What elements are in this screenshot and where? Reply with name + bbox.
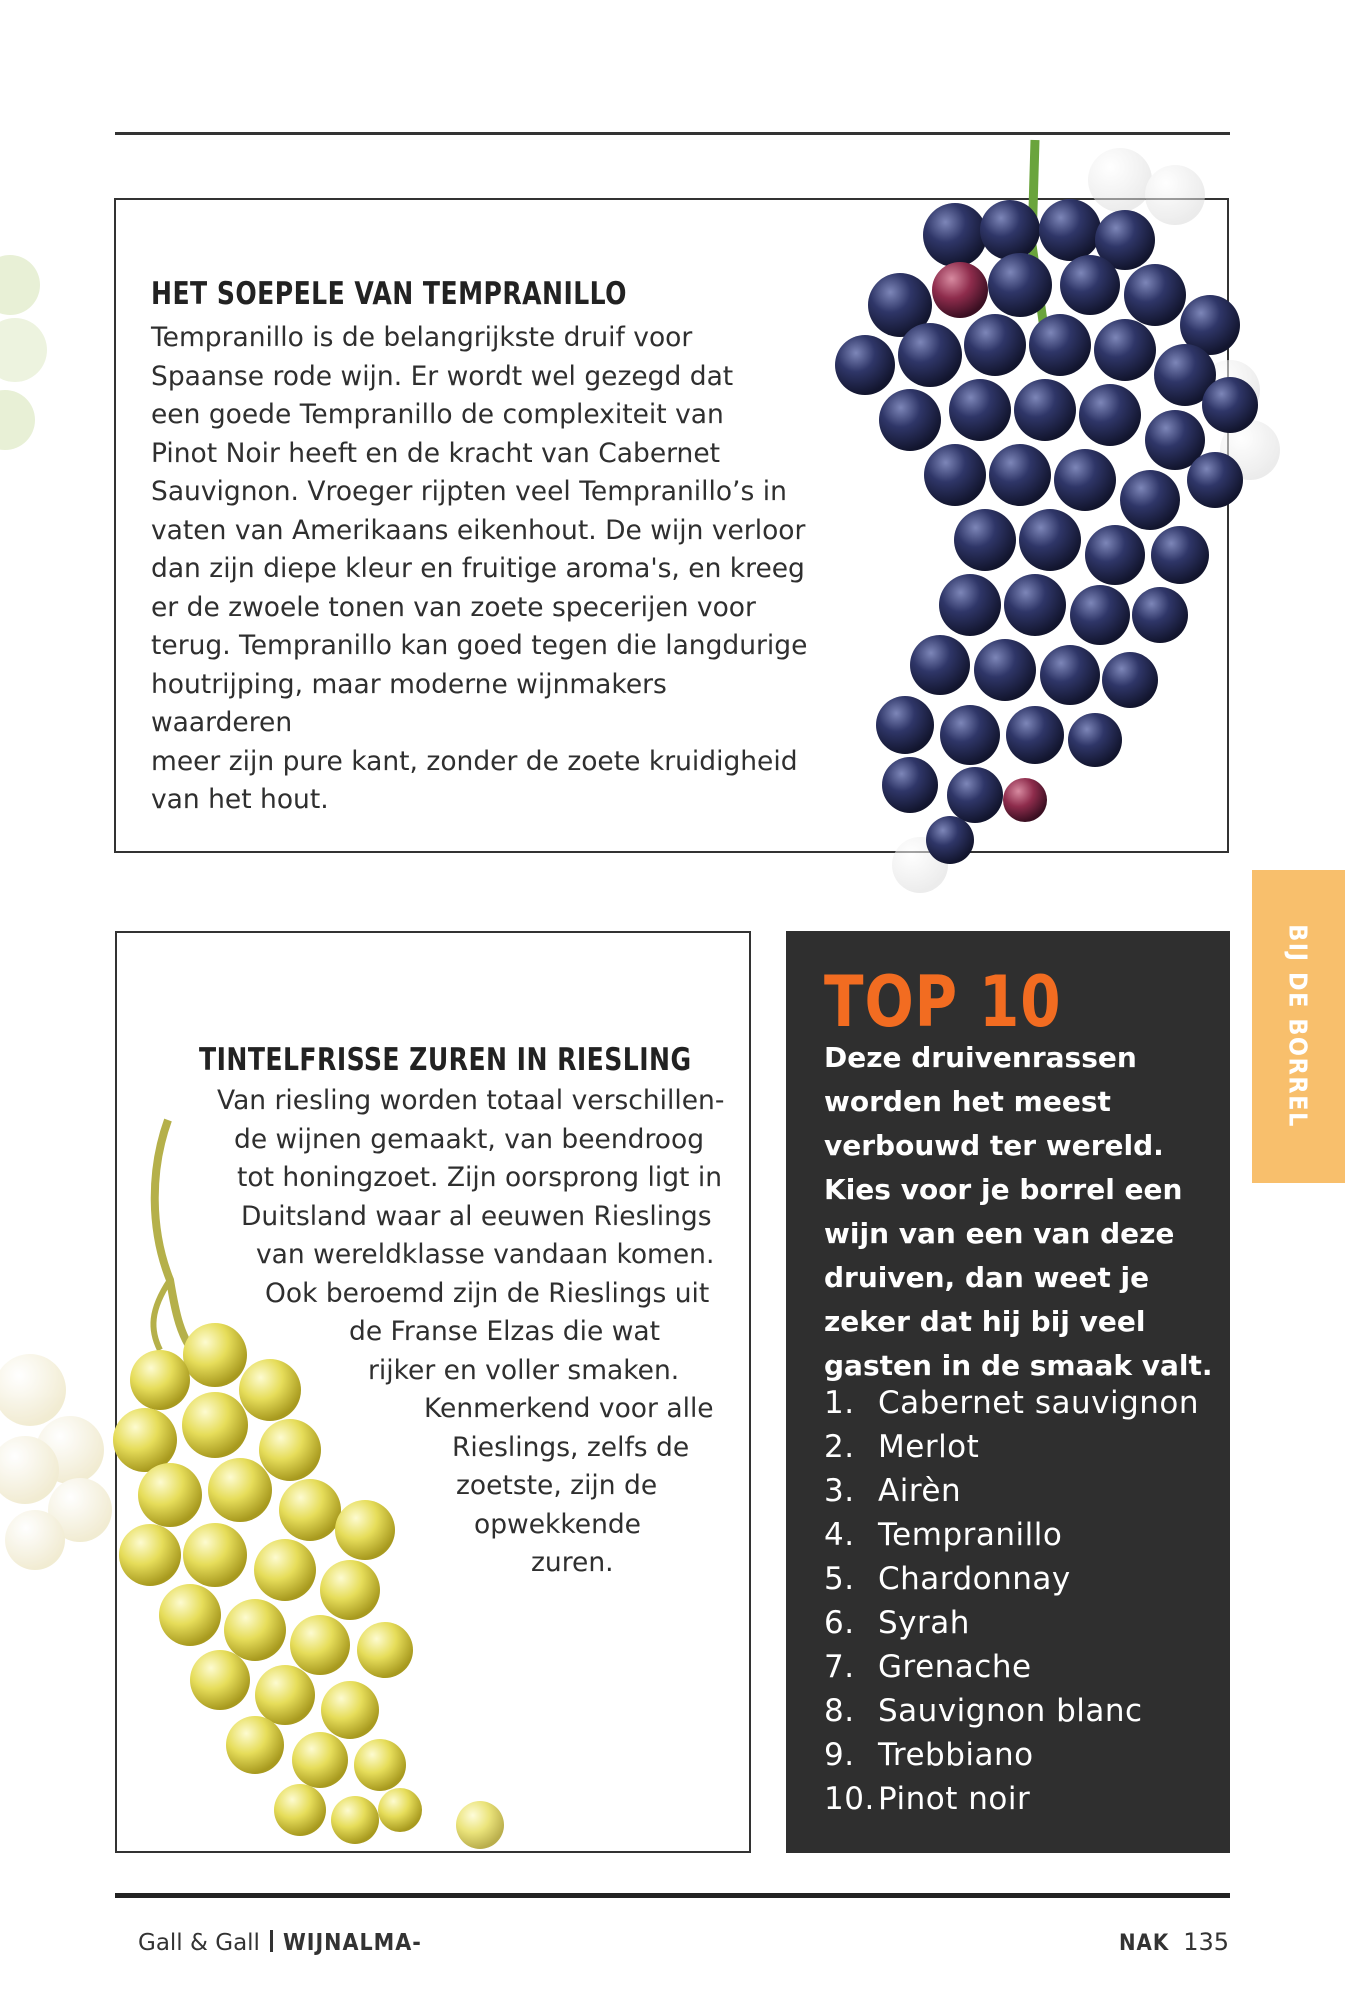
top10-list (824, 1381, 1199, 1821)
top10-intro: Deze druivenrassen worden het meest verbouwd ter wereld. Kies voor je borrel een wijn van een van deze druiven, dan weet je zeker dat hij bij veel gasten in de smaak valt. (824, 1041, 1213, 1382)
footer-title: WIJNALMA- (282, 1930, 422, 1956)
footer-separator (270, 1930, 273, 1952)
riesling-line: Ook beroemd zijn de Rieslings uit (265, 1278, 710, 1309)
footer-left (138, 1930, 422, 1956)
red-grapes-image (770, 135, 1290, 895)
list-item-name: Pinot noir (878, 1781, 1031, 1817)
riesling-line: rijker en voller smaken. (368, 1355, 680, 1386)
list-item (824, 1645, 1199, 1689)
riesling-line: Van riesling worden totaal verschillen- (217, 1085, 725, 1116)
tempranillo-line: er de zwoele tonen van zoete specerijen voor (151, 591, 756, 623)
faded-grapes-image (0, 255, 60, 465)
list-item-name: Tempranillo (878, 1517, 1063, 1553)
tempranillo-heading: HET SOEPELE VAN TEMPRANILLO (151, 276, 627, 312)
tempranillo-line: terug. Tempranillo kan goed tegen die langdurige (151, 630, 808, 661)
footer-right (1119, 1928, 1229, 1956)
list-item-number: 4. (824, 1517, 855, 1553)
bottom-rule (115, 1893, 1230, 1898)
list-item (824, 1689, 1199, 1733)
list-item (824, 1381, 1199, 1425)
tempranillo-line: een goede Tempranillo de complexiteit van (151, 399, 724, 430)
list-item-name: Syrah (878, 1605, 970, 1641)
tempranillo-body (151, 319, 811, 820)
riesling-line: tot honingzoet. Zijn oorsprong ligt in (237, 1162, 722, 1193)
riesling-line: Rieslings, zelfs de (452, 1432, 690, 1463)
riesling-line: Duitsland waar al eeuwen Rieslings (241, 1201, 712, 1232)
top10-panel (786, 931, 1230, 1853)
riesling-line: de wijnen gemaakt, van beendroog (234, 1124, 705, 1155)
tempranillo-line: houtrijping, maar moderne wijnmakers waarderen (151, 668, 667, 738)
list-item-number: 2. (824, 1429, 855, 1465)
list-item-number: 6. (824, 1605, 855, 1641)
list-item-name: Chardonnay (878, 1561, 1071, 1597)
tempranillo-line: van het hout. (151, 784, 329, 815)
list-item-number: 9. (824, 1737, 855, 1773)
list-item (824, 1777, 1199, 1821)
list-item (824, 1557, 1199, 1601)
footer-title-end: NAK (1118, 1931, 1170, 1956)
riesling-line: zoetste, zijn de (456, 1470, 658, 1501)
riesling-line: van wereldklasse vandaan komen. (256, 1239, 715, 1270)
list-item-number: 1. (824, 1385, 855, 1421)
list-item (824, 1469, 1199, 1513)
tempranillo-line: vaten van Amerikaans eikenhout. De wijn verloor (151, 514, 806, 546)
list-item-number: 10. (824, 1781, 875, 1817)
section-tab-label: BIJ DE BORREL (1283, 924, 1313, 1128)
riesling-heading: TINTELFRISSE ZUREN IN RIESLING (199, 1042, 692, 1078)
tempranillo-line: Tempranillo is de belangrijkste druif voor (151, 322, 693, 353)
list-item (824, 1733, 1199, 1777)
list-item (824, 1601, 1199, 1645)
list-item (824, 1513, 1199, 1557)
list-item (824, 1425, 1199, 1469)
tempranillo-line: Spaanse rode wijn. Er wordt wel gezegd dat (151, 360, 734, 392)
tempranillo-line: Sauvignon. Vroeger rijpten veel Tempranillo’s in (151, 476, 787, 507)
list-item-number: 3. (824, 1473, 855, 1509)
section-tab[interactable] (1252, 870, 1345, 1183)
list-item-name: Cabernet sauvignon (878, 1385, 1200, 1421)
list-item-name: Trebbiano (878, 1737, 1034, 1773)
page-number: 135 (1183, 1928, 1229, 1956)
list-item-number: 7. (824, 1649, 855, 1685)
list-item-number: 8. (824, 1693, 855, 1729)
tempranillo-line: Pinot Noir heeft en de kracht van Cabernet (151, 437, 721, 469)
tempranillo-line: dan zijn diepe kleur en fruitige aroma's, en kreeg (151, 553, 805, 584)
riesling-line: opwekkende (474, 1509, 641, 1540)
footer-brand: Gall & Gall (138, 1930, 260, 1956)
riesling-line: de Franse Elzas die wat (349, 1316, 661, 1347)
list-item-name: Merlot (878, 1429, 980, 1465)
list-item-name: Airèn (878, 1473, 962, 1509)
list-item-name: Sauvignon blanc (878, 1693, 1143, 1729)
riesling-line: zuren. (531, 1547, 614, 1578)
list-item-number: 5. (824, 1561, 855, 1597)
tempranillo-line: meer zijn pure kant, zonder de zoete kruidigheid (151, 745, 798, 777)
riesling-line: Kenmerkend voor alle (424, 1393, 714, 1424)
top10-title: TOP 10 (824, 961, 1062, 1043)
list-item-name: Grenache (878, 1649, 1032, 1685)
